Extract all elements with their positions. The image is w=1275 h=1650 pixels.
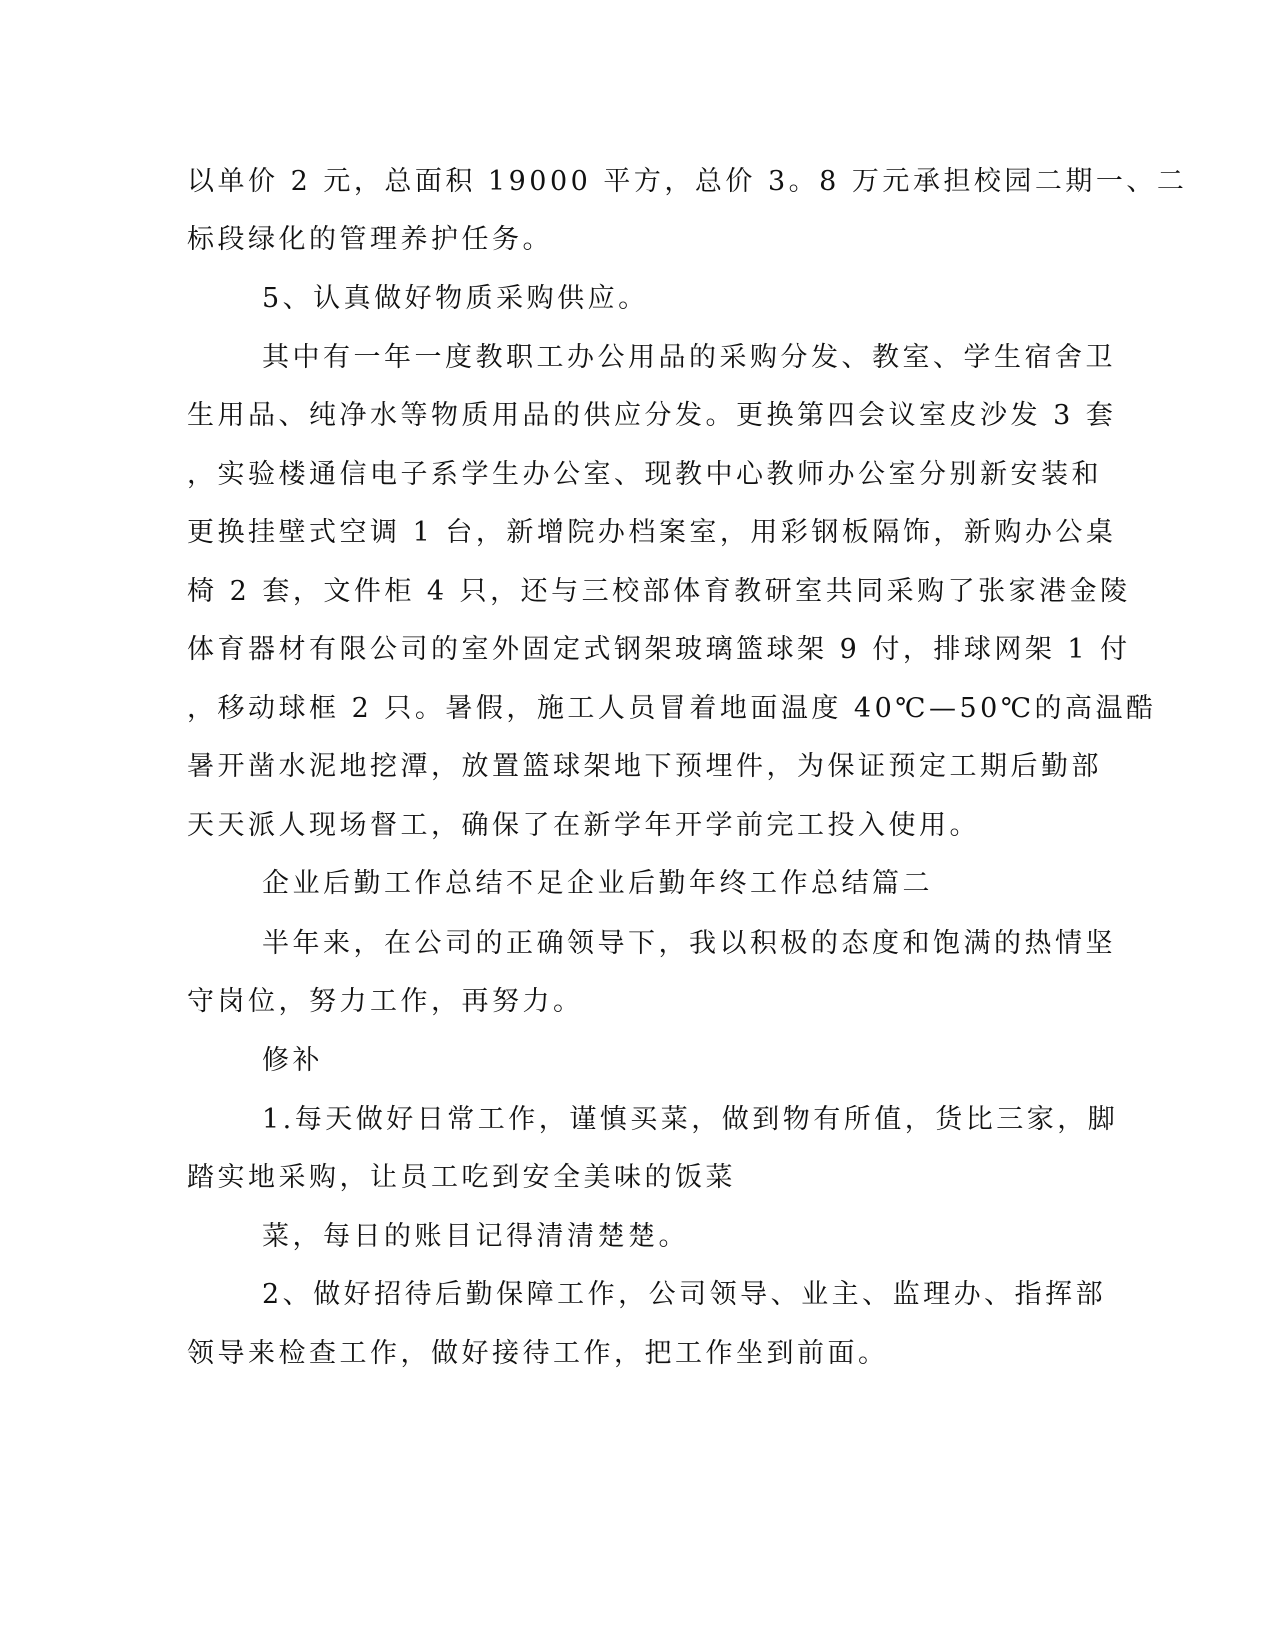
text-line: 半年来，在公司的正确领导下，我以积极的态度和饱满的热情坚 — [262, 928, 1116, 959]
text-line: 守岗位，努力工作，再努力。 — [187, 986, 584, 1017]
text-line: 椅 2 套，文件柜 4 只，还与三校部体育教研室共同采购了张家港金陵 — [187, 576, 1131, 607]
text-line: 其中有一年一度教职工办公用品的采购分发、教室、学生宿舍卫 — [262, 342, 1116, 373]
text-line: 更换挂壁式空调 1 台，新增院办档案室，用彩钢板隔饰，新购办公桌 — [187, 517, 1117, 548]
text-line: 体育器材有限公司的室外固定式钢架玻璃篮球架 9 付，排球网架 1 付 — [187, 634, 1131, 665]
section-heading: 5、认真做好物质采购供应。 — [262, 283, 649, 314]
text-line: 踏实地采购，让员工吃到安全美味的饭菜 — [187, 1162, 736, 1193]
text-line: 生用品、纯净水等物质用品的供应分发。更换第四会议室皮沙发 3 套 — [187, 400, 1117, 431]
document-title: 企业后勤工作总结不足企业后勤年终工作总结篇二 — [262, 868, 933, 899]
text-line: 标段绿化的管理养护任务。 — [187, 224, 553, 255]
text-line: ，实验楼通信电子系学生办公室、现教中心教师办公室分别新安装和 — [187, 459, 1102, 490]
text-line: 暑开凿水泥地挖潭，放置篮球架地下预埋件，为保证预定工期后勤部 — [187, 751, 1102, 782]
text-line: 2、做好招待后勤保障工作，公司领导、业主、监理办、指挥部 — [262, 1279, 1107, 1310]
text-line: ，移动球框 2 只。暑假，施工人员冒着地面温度 40℃—50℃的高温酷 — [187, 693, 1157, 724]
text-line: 菜，每日的账目记得清清楚楚。 — [262, 1221, 689, 1252]
section-heading: 修补 — [262, 1045, 323, 1076]
text-line: 1.每天做好日常工作，谨慎买菜，做到物有所值，货比三家，脚 — [262, 1104, 1119, 1135]
text-line: 以单价 2 元，总面积 19000 平方，总价 3。8 万元承担校园二期一、二 — [187, 166, 1188, 197]
text-line: 天天派人现场督工，确保了在新学年开学前完工投入使用。 — [187, 810, 980, 841]
text-line: 领导来检查工作，做好接待工作，把工作坐到前面。 — [187, 1338, 889, 1369]
